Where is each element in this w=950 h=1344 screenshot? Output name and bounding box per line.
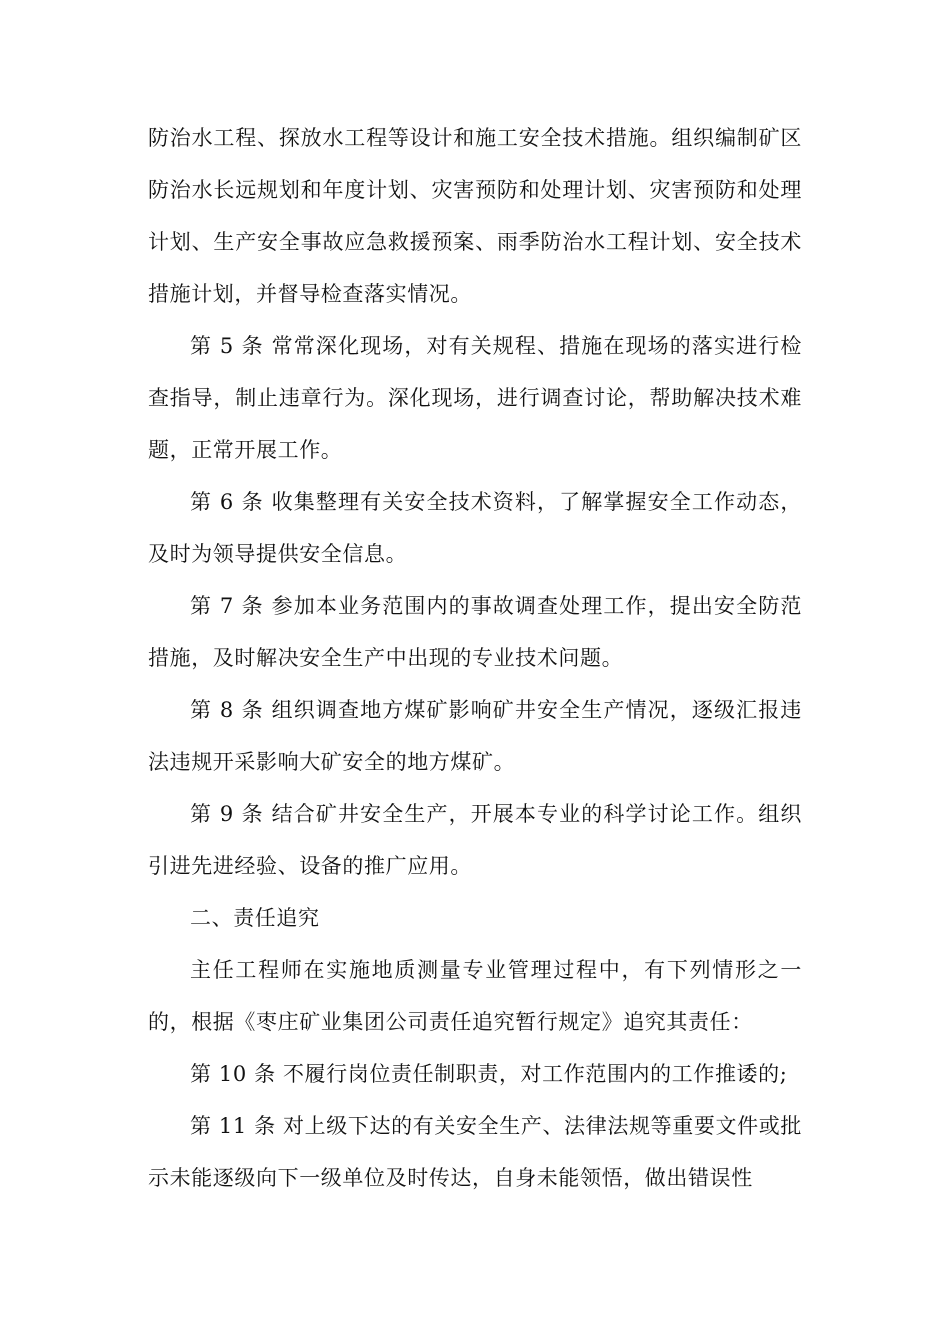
paragraph-continuation: 防治水工程、探放水工程等设计和施工安全技术措施。组织编制矿区防治水长远规划和年度计划、灾害预防和处理计划、灾害预防和处理计划、生产安全事故应急救援预案、雨季防治水工程计划、安全技术措施计划，并督导检查落实情况。 bbox=[148, 126, 802, 306]
paragraph-article-5: 第 5 条 常常深化现场，对有关规程、措施在现场的落实进行检查指导，制止违章行为。深化现场，进行调查讨论，帮助解决技术难题，正常开展工作。 bbox=[148, 334, 802, 462]
section-heading-responsibility: 二、责任追究 bbox=[190, 906, 320, 930]
document-body bbox=[148, 112, 802, 1204]
paragraph-article-8: 第 8 条 组织调查地方煤矿影响矿井安全生产情况，逐级汇报违法违规开采影响大矿安全的地方煤矿。 bbox=[148, 698, 802, 774]
paragraph-article-6: 第 6 条 收集整理有关安全技术资料，了解掌握安全工作动态，及时为领导提供安全信息。 bbox=[148, 490, 802, 566]
paragraph-article-10: 第 10 条 不履行岗位责任制职责，对工作范围内的工作推诿的; bbox=[190, 1062, 788, 1086]
paragraph-article-7: 第 7 条 参加本业务范围内的事故调查处理工作，提出安全防范措施，及时解决安全生产中出现的专业技术问题。 bbox=[148, 594, 802, 670]
paragraph-responsibility-intro: 主任工程师在实施地质测量专业管理过程中，有下列情形之一的，根据《枣庄矿业集团公司责任追究暂行规定》追究其责任： bbox=[148, 958, 802, 1034]
paragraph-article-11: 第 11 条 对上级下达的有关安全生产、法律法规等重要文件或批示未能逐级向下一级单位及时传达，自身未能领悟，做出错误性 bbox=[148, 1114, 802, 1190]
paragraph-article-9: 第 9 条 结合矿井安全生产，开展本专业的科学讨论工作。组织引进先进经验、设备的推广应用。 bbox=[148, 802, 802, 878]
